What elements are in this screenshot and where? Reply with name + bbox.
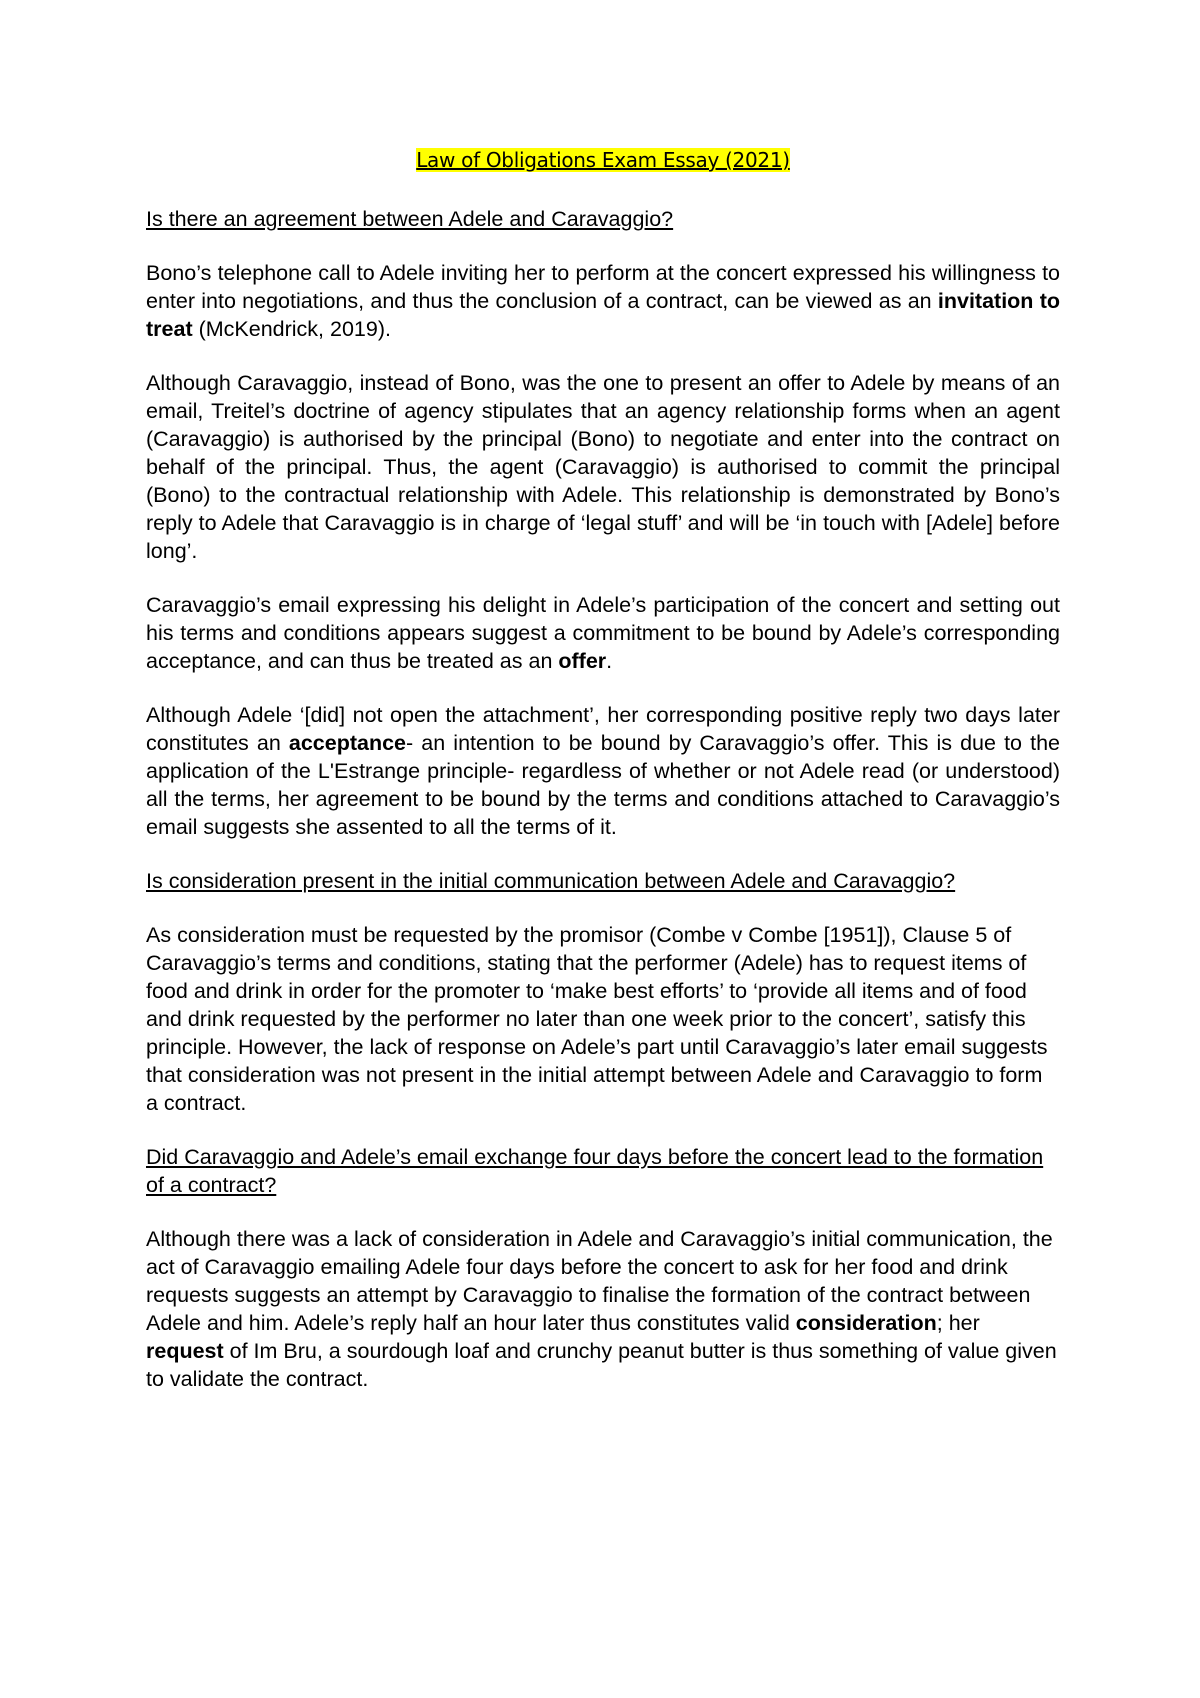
section-heading-consideration: Is consideration present in the initial communication between Adele and Caravaggio? (146, 869, 956, 893)
document-body (146, 146, 1060, 1419)
paragraph-offer (146, 591, 1060, 675)
paragraph-text: Bono’s telephone call to Adele inviting her to perform at the concert expressed his willingness to enter into negotiations, and thus the conclusion of a contract, can be viewed as an (146, 261, 1060, 313)
section-heading-agreement: Is there an agreement between Adele and Caravaggio? (146, 207, 674, 231)
bold-term-invitation-to-treat: invitation to treat (146, 289, 1060, 341)
paragraph-text: Although Adele ‘[did] not open the attachment’, her corresponding positive reply two days later constitutes an (146, 703, 1060, 755)
document-title: Law of Obligations Exam Essay (2021) (416, 148, 790, 172)
bold-term-acceptance: acceptance (288, 731, 407, 755)
paragraph-valid-consideration (146, 1225, 1060, 1393)
title-container (146, 146, 1060, 177)
paragraph-text: ; her (936, 1311, 980, 1335)
paragraph-text: Caravaggio’s email expressing his delight in Adele’s participation of the concert and setting out his terms and conditions appears suggest a commitment to be bound by Adele’s corresponding acceptance, and can thus be treated as an (146, 593, 1060, 673)
paragraph-acceptance (146, 701, 1060, 841)
paragraph-text: Although there was a lack of consideration in Adele and Caravaggio’s initial communication, the act of Caravaggio emailing Adele four days before the concert to ask for her food and drink requests suggests an attempt by Caravaggio to finalise the formation of the contract between Adele and him. Adele’s reply half an hour later thus constitutes valid (146, 1227, 1053, 1335)
paragraph-text: . (606, 649, 613, 673)
paragraph-agency: Although Caravaggio, instead of Bono, was the one to present an offer to Adele by means of an email, Treitel’s doctrine of agency stipulates that an agency relationship forms when an agent (Caravaggio) is authorised by the principal (Bono) to negotiate and enter into the contract on behalf of the principal. Thus, the agent (Caravaggio) is authorised to commit the principal (Bono) to the contractual relationship with Adele. This relationship is demonstrated by Bono’s reply to Adele that Caravaggio is in charge of ‘legal stuff’ and will be ‘in touch with [Adele] before long’. (146, 371, 1060, 563)
bold-term-offer: offer (558, 649, 607, 673)
paragraph-text: - an intention to be bound by Caravaggio’s offer. This is due to the application of the L'Estrange principle- regardless of whether or not Adele read (or understood) all the terms, her agreement to be bound by the terms and conditions attached to Caravaggio’s email suggests she assented to all the terms of it. (146, 731, 1060, 839)
bold-term-request: request (146, 1339, 224, 1363)
paragraph-text: (McKendrick, 2019). (192, 317, 391, 341)
paragraph-invitation-to-treat (146, 259, 1060, 343)
paragraph-text: of Im Bru, a sourdough loaf and crunchy peanut butter is thus something of value given to validate the contract. (146, 1339, 1057, 1391)
section-heading-formation: Did Caravaggio and Adele’s email exchange four days before the concert lead to the formation of a contract? (146, 1145, 1044, 1197)
bold-term-consideration: consideration (795, 1311, 937, 1335)
paragraph-combe-v-combe: As consideration must be requested by the promisor (Combe v Combe [1951]), Clause 5 of Caravaggio’s terms and conditions, stating that the performer (Adele) has to request items of food and drink in order for the promoter to ‘make best efforts’ to ‘provide all items and of food and drink requested by the performer no later than one week prior to the concert’, satisfy this principle. However, the lack of response on Adele’s part until Caravaggio’s later email suggests that consideration was not present in the initial attempt between Adele and Caravaggio to form a contract. (146, 923, 1048, 1115)
